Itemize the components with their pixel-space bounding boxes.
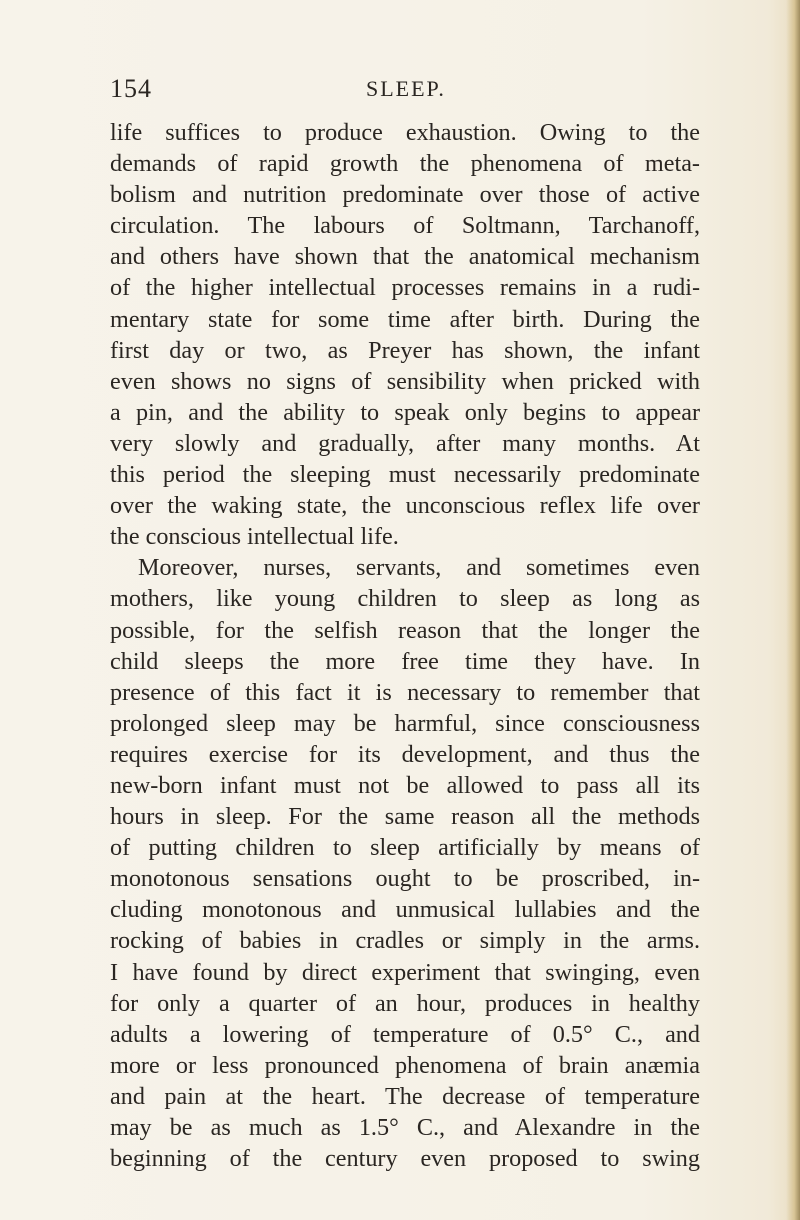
- text-line: presence of this fact it is necessary to remember that: [110, 678, 700, 706]
- page-edge-shadow: [786, 0, 800, 1220]
- text-line: a pin, and the ability to speak only begins to appear: [110, 398, 700, 426]
- text-line: hours in sleep. For the same reason all the methods: [110, 803, 700, 831]
- text-line: very slowly and gradually, after many months. At: [110, 429, 700, 457]
- text-line: of putting children to sleep artificially by means of: [110, 834, 700, 862]
- body-text: [110, 117, 700, 1174]
- text-line: adults a lowering of temperature of 0.5° C., and: [110, 1020, 700, 1048]
- text-line: and pain at the heart. The decrease of temperature: [110, 1082, 700, 1110]
- text-line: bolism and nutrition predominate over those of active: [110, 181, 700, 209]
- text-line: circulation. The labours of Soltmann, Tarchanoff,: [110, 212, 700, 240]
- text-line: mothers, like young children to sleep as long as: [110, 585, 700, 613]
- running-head: SLEEP.: [366, 76, 446, 101]
- text-line: and others have shown that the anatomical mechanism: [110, 243, 700, 271]
- page-number: 154: [110, 74, 152, 103]
- text-line: rocking of babies in cradles or simply in the arms.: [110, 927, 700, 955]
- text-line: child sleeps the more free time they have. In: [110, 647, 700, 675]
- text-line: possible, for the selfish reason that the longer the: [110, 616, 700, 644]
- text-line: new-born infant must not be allowed to pass all its: [110, 771, 700, 799]
- page-header: [110, 74, 670, 108]
- text-line: even shows no signs of sensibility when pricked with: [110, 367, 700, 395]
- text-line: of the higher intellectual processes remains in a rudi-: [110, 274, 700, 302]
- text-line: cluding monotonous and unmusical lullabies and the: [110, 896, 700, 924]
- text-line: this period the sleeping must necessarily predominate: [110, 461, 700, 489]
- text-line: I have found by direct experiment that swinging, even: [110, 958, 700, 986]
- text-line: over the waking state, the unconscious reflex life over: [110, 492, 700, 520]
- text-line: for only a quarter of an hour, produces in healthy: [110, 989, 700, 1017]
- text-line: more or less pronounced phenomena of brain anæmia: [110, 1051, 700, 1079]
- text-line: first day or two, as Preyer has shown, the infant: [110, 336, 700, 364]
- text-line: life suffices to produce exhaustion. Owing to the: [110, 119, 700, 146]
- text-line: beginning of the century even proposed to swing: [110, 1145, 700, 1173]
- text-line: mentary state for some time after birth. During the: [110, 305, 700, 333]
- text-line: monotonous sensations ought to be proscribed, in-: [110, 865, 700, 893]
- text-line: demands of rapid growth the phenomena of meta-: [110, 150, 700, 178]
- text-line: requires exercise for its development, and thus the: [110, 740, 700, 768]
- text-line: prolonged sleep may be harmful, since consciousness: [110, 709, 700, 737]
- text-line: may be as much as 1.5° C., and Alexandre in the: [110, 1114, 700, 1141]
- paragraph-start-line: Moreover, nurses, servants, and sometimes even: [138, 554, 700, 582]
- text-line: the conscious intellectual life.: [110, 523, 399, 551]
